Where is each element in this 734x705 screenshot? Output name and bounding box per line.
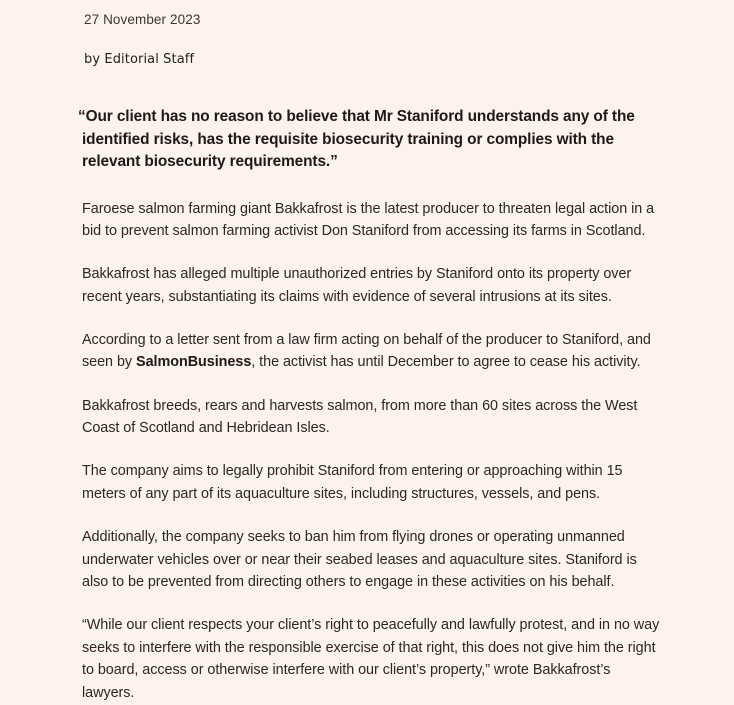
article-pull-quote: “Our client has no reason to believe that Mr Staniford understands any of the identified risks, has the requisite biosecurity training or complies with the relevant biosecurity requirements.” [78,108,635,170]
paragraph-text-before: According to a letter sent from a law firm acting on behalf of the producer to Staniford, and seen by [82,331,651,371]
article-paragraph: “While our client respects your client’s right to peacefully and lawfully protest, and in no way seeks to interfere with the responsible exercise of that right, this does not give him the right to board, access or otherwise interfere with our client’s property,” wrote Bakkafrost’s lawyers. [82,617,660,701]
salmonbusiness-link[interactable]: SalmonBusiness [136,354,252,371]
article-paragraph: Additionally, the company seeks to ban him from flying drones or operating unmanned underwater vehicles over or near their seabed leases and aquaculture sites. Staniford is also to be prevented from directing others to engage in these activities on his behalf. [82,528,637,591]
article-paragraph: Bakkafrost has alleged multiple unauthorized entries by Staniford onto its property over recent years, substantiating its claims with evidence of several intrusions at its sites. [82,266,632,305]
article-byline: by Editorial Staff [84,52,195,67]
article-paragraph: The company aims to legally prohibit Staniford from entering or approaching within 15 meters of any part of its aquaculture sites, including structures, vessels, and pens. [82,463,623,502]
article-paragraph [82,329,664,374]
article-body [78,106,664,705]
article-paragraph: Faroese salmon farming giant Bakkafrost is the latest producer to threaten legal action in a bid to prevent salmon farming activist Don Staniford from accessing its farms in Scotland. [82,200,655,240]
publish-date: 27 November 2023 [84,12,201,27]
article-paragraph: Bakkafrost breeds, rears and harvests salmon, from more than 60 sites across the West Coast of Scotland and Hebridean Isles. [82,397,638,437]
paragraph-text-after: , the activist has until December to agree to cease his activity. [251,354,641,371]
